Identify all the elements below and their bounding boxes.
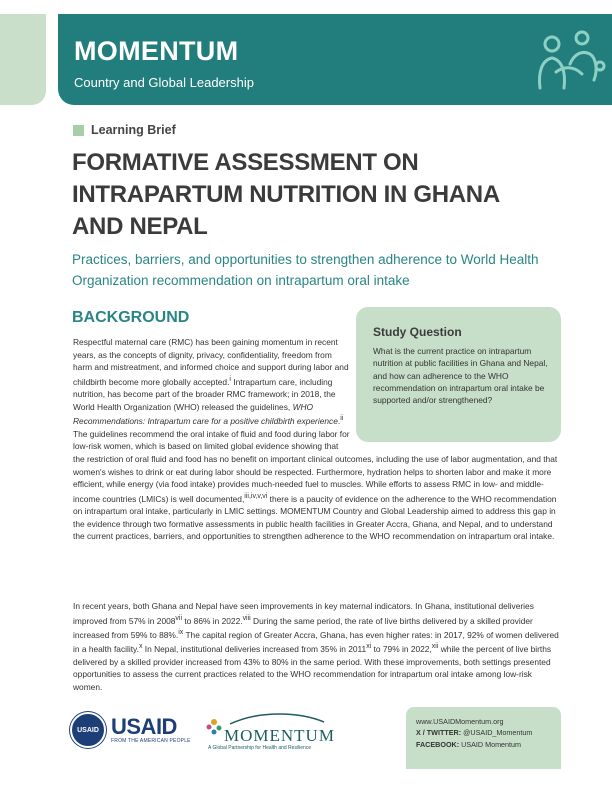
label-square-icon <box>73 125 84 136</box>
p1-guideline-title: WHO Recommendations: Intrapartum care for a positive childbirth experience <box>73 401 338 427</box>
usaid-logo <box>70 712 191 748</box>
study-question-heading: Study Question <box>373 325 462 339</box>
p2-part-d: The capital region of Greater Accra, Ghana, has even higher rates: in 2017, 92% of women delivered in a health facility. <box>73 629 559 655</box>
momentum-logo <box>200 712 335 754</box>
facebook-label: FACEBOOK: <box>416 739 460 749</box>
ref-x: x <box>138 643 143 651</box>
ref-i: i <box>229 375 231 383</box>
momentum-name: MOMENTUM <box>224 726 335 745</box>
website-link[interactable]: www.USAIDMomentum.org <box>416 717 504 726</box>
p1-part-b: Intrapartum care, including nutrition, has become part of the broader RMC framework; in 2018, the World Health Organization (WHO) released the guidelines, <box>73 376 336 412</box>
p2-part-f: to 79% in 2022, <box>371 644 432 655</box>
ref-iii: iii,iv,v,vi <box>244 492 268 500</box>
page-subtitle: Practices, barriers, and opportunities to strengthen adherence to World Health Organization recommendation on intrapartum oral intake <box>72 252 539 288</box>
ref-xii: xii <box>431 643 439 651</box>
p2-part-e: In Nepal, institutional deliveries increased from 35% in 2011 <box>142 644 367 655</box>
study-question-text: What is the current practice on intrapartum nutrition at public facilities in Ghana and Nepal, and how can adherence to the WHO recommendation on intrapartum oral intake be supported and/or strengthened? <box>373 346 548 406</box>
usaid-seal-icon: USAID <box>70 712 106 748</box>
p2-part-g: while the percent of live births delivered by a skilled provider increased from 43% to 80% in the same period. With these improvements, both settings presented opportunities to assess the current practices related to the WHO recommendation for intrapartum oral intake among low-risk women. <box>73 644 552 692</box>
left-decor-tab <box>0 14 46 105</box>
twitter-line[interactable] <box>416 727 561 738</box>
header-banner <box>58 14 612 105</box>
p1-part-d: there is a paucity of evidence on the adherence to the WHO recommendation on intrapartum oral intake, particularly in LMIC settings. MOMENTUM Country and Global Leadership aimed to address this gap in the evidence through two formative assessments in public health facilities in Greater Accra, Ghana, and Nepal, and to understand the current practices, barriers, and opportunities to strengthen adherence to the WHO recommendation on intrapartum oral intake. <box>73 493 557 542</box>
usaid-name: USAID <box>111 714 177 739</box>
brand-title: MOMENTUM <box>74 36 239 66</box>
usaid-tagline: FROM THE AMERICAN PEOPLE <box>111 738 191 744</box>
background-heading: BACKGROUND <box>72 309 190 326</box>
ref-ix: ix <box>178 628 184 636</box>
p1-dot: . <box>337 416 341 427</box>
ref-xi: xi <box>366 643 372 651</box>
momentum-tagline: A Global Partnership for Health and Resilience <box>208 745 312 751</box>
page-title: FORMATIVE ASSESSMENT ON INTRAPARTUM NUTRITION IN GHANA AND NEPAL <box>72 149 499 240</box>
twitter-handle: @USAID_Momentum <box>461 728 533 738</box>
background-paragraph-2 <box>73 600 563 694</box>
background-paragraph-1 <box>73 336 563 543</box>
brand-subtitle: Country and Global Leadership <box>74 75 254 90</box>
facebook-handle: USAID Momentum <box>459 739 522 749</box>
ref-vii: vii <box>175 614 183 622</box>
p1-part-c: The guidelines recommend the oral intake of fluid and food during labor for low-risk women, which is based on limited global evidence showing that the restriction of oral fluid and food has no benefit on important clinical outcomes, including the use of labor augmentation, and that women's wishes to drink or eat during labor should be respected. Furthermore, hydration helps to shorten labor and make it more efficient, while energy (via food intake) provides much-needed fuel to muscles. While efforts to assess RMC in low- and middle-income countries (LMICs) is well documented, <box>73 428 558 504</box>
ref-viii: viii <box>242 614 251 622</box>
label-text: Learning Brief <box>91 123 176 137</box>
p2-part-c: During the same period, the rate of live births delivered by a skilled provider increased from 59% to 88%. <box>73 615 533 640</box>
p1-part-a: Respectful maternal care (RMC) has been gaining momentum in recent years, as the concepts of dignity, privacy, confidentiality, freedom from harm and mistreatment, and informed choice and support during labor and childbirth become more globally accepted. <box>73 337 349 387</box>
p2-part-a: In recent years, both Ghana and Nepal have seen improvements in key maternal indicators. In Ghana, institutional deliveries improved from 57% in 2008 <box>73 601 534 626</box>
people-silhouette-icon <box>512 14 612 105</box>
p2-part-b: to 86% in 2022. <box>182 615 243 626</box>
ref-ii: ii <box>340 415 344 423</box>
learning-brief-label <box>73 123 176 137</box>
twitter-label: X / TWITTER: <box>416 728 462 738</box>
facebook-line[interactable] <box>416 739 561 750</box>
contact-box <box>406 707 561 769</box>
